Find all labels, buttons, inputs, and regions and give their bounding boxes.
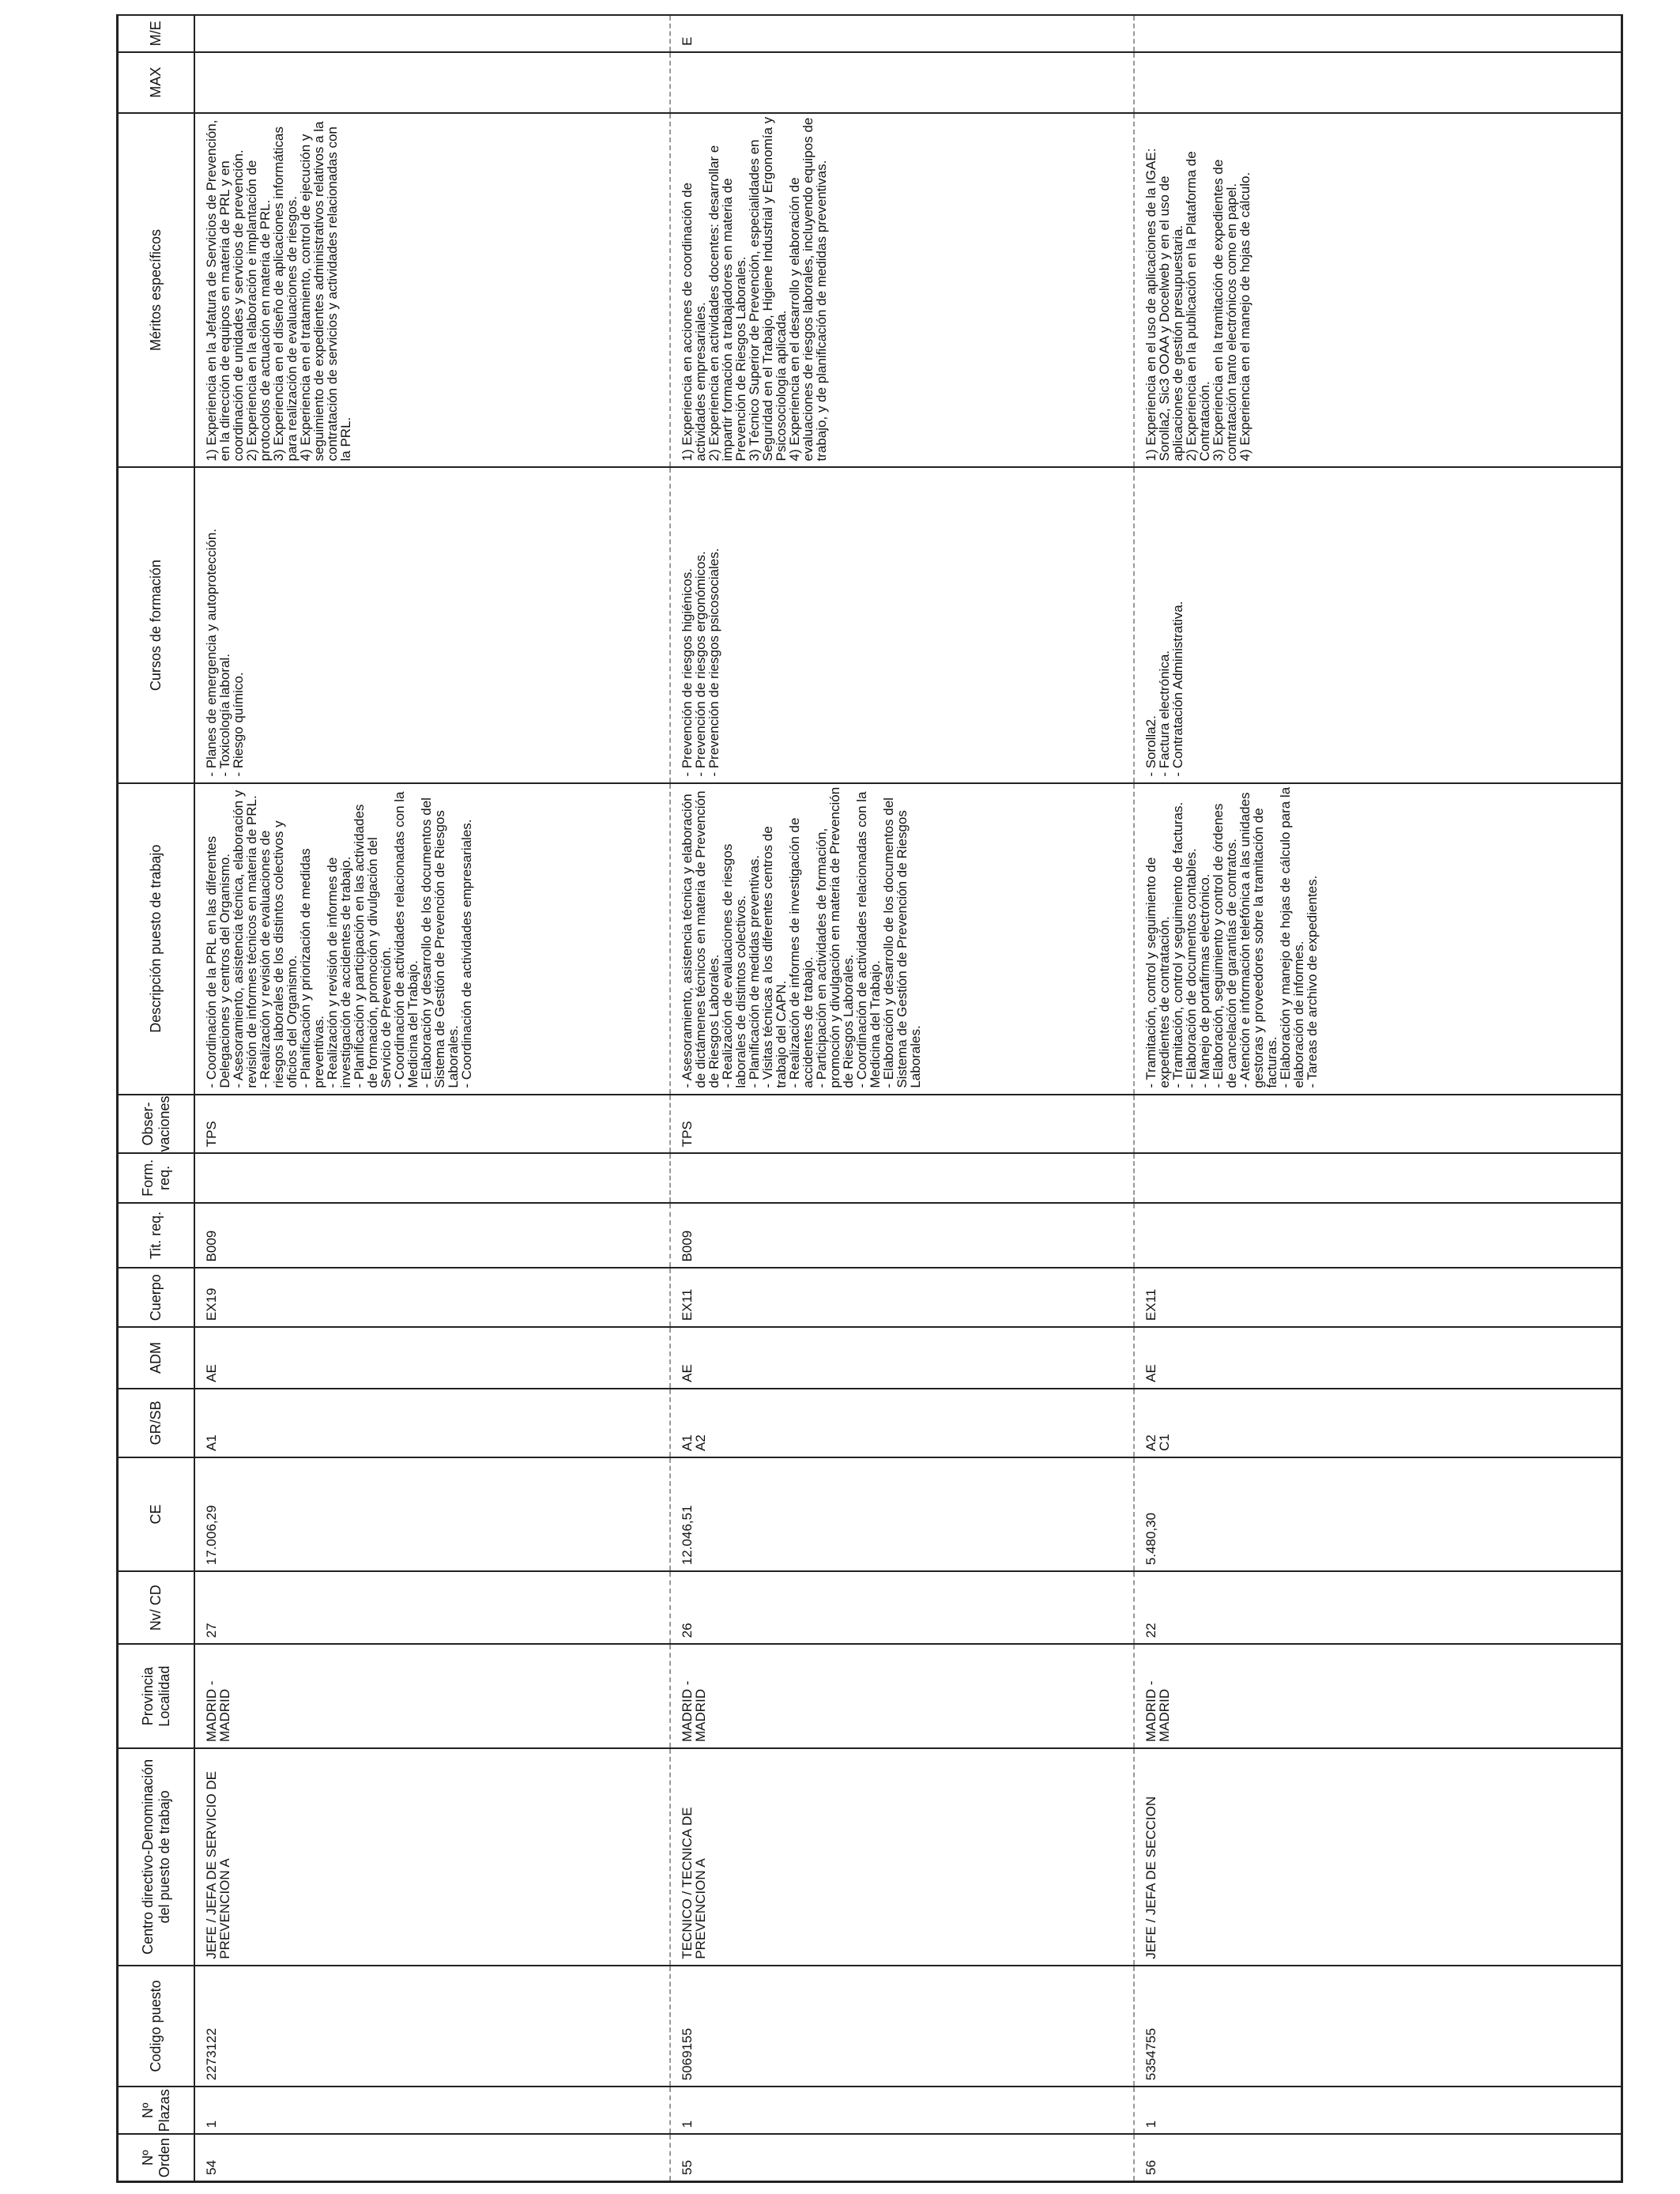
cell-grupo: A2 C1: [1134, 1389, 1622, 1457]
cell-plazas: 1: [1134, 2087, 1622, 2134]
cell-ce: 5.480,30: [1134, 1457, 1622, 1571]
cell-nivel: 22: [1134, 1571, 1622, 1644]
cell-nivel: 26: [670, 1571, 1134, 1644]
header-ce: CE: [118, 1457, 195, 1571]
header-cuerpo: Cuerpo: [118, 1268, 195, 1327]
header-orden: Nº Orden: [118, 2134, 195, 2181]
header-meritos: Méritos específicos: [118, 113, 195, 468]
cell-meritos: 1) Experiencia en la Jefatura de Servicios de Prevención, en la dirección de equipos en materia de PRL y en coordinación de unidades y servicios de prevención. 2) Experiencia en la elaboración e implantación de protocolos de actuación en materia de PRL. 3) Experiencia en el diseño de aplicaciones informáticas para realización de evaluaciones de riesgos. 4) Experiencia en el tratamiento, control de ejecución y seguimiento de expedientes administrativos relativos a la contratación de servicios y actividades relacionadas con la PRL.: [194, 113, 670, 468]
cell-max: [1134, 52, 1622, 113]
cell-observaciones: TPS: [670, 1095, 1134, 1154]
cell-codigo: 5354755: [1134, 1966, 1622, 2087]
cell-cursos: - Planes de emergencia y autoprotección. - Toxicología laboral. - Riesgo químico.: [194, 467, 670, 782]
cell-formacion: [194, 1153, 670, 1202]
header-adm: ADM: [118, 1327, 195, 1389]
header-provincia: Provincia Localidad: [118, 1644, 195, 1748]
cell-titulacion: [1134, 1203, 1622, 1269]
cell-descripcion: - Coordinación de la PRL en las diferentes Delegaciones y centros del Organismo. - Asesoramiento, asistencia técnica, elaboración y revisión de informes técnicos en materia de PRL. - Realización y revisión de evaluaciones de riesgos laborales de los distintos colectivos y oficios del Organismo. - Planificación y priorización de medidas preventivas. - Realización y revisión de informes de investigación de accidentes de trabajo. - Planificación y participación en las actividades de formación, promoción y divulgación del Servicio de Prevención. - Coordinación de actividades relacionadas con la Medicina del Trabajo. - Elaboración y desarrollo de los documentos del Sistema de Gestión de Prevención de Riesgos Laborales. - Coordinación de actividades empresariales.: [194, 783, 670, 1095]
cell-me: [194, 15, 670, 52]
header-max: MAX: [118, 52, 195, 113]
table-row: [194, 15, 670, 2182]
header-plazas: Nº Plazas: [118, 2087, 195, 2134]
cell-codigo: 2273122: [194, 1966, 670, 2087]
cell-orden: 54: [194, 2134, 670, 2181]
cell-grupo: A1: [194, 1389, 670, 1457]
cell-descripcion: - Tramitación, control y seguimiento de expedientes de contratación. - Tramitación, control y seguimiento de facturas. - Elaboración de documentos contables. - Manejo de portafirmas electrónico. - Elaboración, seguimiento y control de órdenes de cancelación de garantías de contratos. - Atención e información telefónica a las unidades gestoras y proveedores sobre la tramitación de facturas. - Elaboración y manejo de hojas de cálculo para la elaboración de informes. - Tareas de archivo de expedientes.: [1134, 783, 1622, 1095]
header-titulacion: Tit. req.: [118, 1203, 195, 1269]
header-me: M/E: [118, 15, 195, 52]
cell-formacion: [670, 1153, 1134, 1202]
header-descripcion: Descripción puesto de trabajo: [118, 783, 195, 1095]
cell-cursos: - Sorolla2. - Factura electrónica. - Contratación Administrativa.: [1134, 467, 1622, 782]
cell-nivel: 27: [194, 1571, 670, 1644]
header-centro: Centro directivo-Denominación del puesto de trabajo: [118, 1748, 195, 1966]
header-grupo: GR/SB: [118, 1389, 195, 1457]
cell-descripcion: - Asesoramiento, asistencia técnica y elaboración de dictámenes técnicos en materia de Prevención de Riesgos Laborales. - Realización de evaluaciones de riesgos laborales de distintos colectivos. - Planificación de medidas preventivas. - Visitas técnicas a los diferentes centros de trabajo del CAPN. - Realización de informes de investigación de accidentes de trabajo. - Participación en actividades de formación, promoción y divulgación en materia de Prevención de Riesgos Laborales. - Coordinación de actividades relacionadas con la Medicina del Trabajo. - Elaboración y desarrollo de los documentos del Sistema de Gestión de Prevención de Riesgos Laborales.: [670, 783, 1134, 1095]
cell-orden: 55: [670, 2134, 1134, 2181]
cell-cursos: - Prevención de riesgos higiénicos. - Prevención de riesgos ergonómicos. - Prevención de riesgos psicosociales.: [670, 467, 1134, 782]
rotated-page: [116, 14, 1670, 2183]
cell-centro: TECNICO / TECNICA DE PREVENCION A: [670, 1748, 1134, 1966]
cell-codigo: 5069155: [670, 1966, 1134, 2087]
cell-meritos: 1) Experiencia en acciones de coordinación de actividades empresariales. 2) Experiencia en actividades docentes: desarrollar e impartir formación a trabajadores en materia de Prevención de Riesgos Laborales. 3) Técnico Superior de Prevención, especialidades en Seguridad en el Trabajo, Higiene Industrial y Ergonomía y Psicosociología aplicada. 4) Experiencia en el desarrollo y elaboración de evaluaciones de riesgos laborales, incluyendo equipos de trabajo, y de planificación de medidas preventivas.: [670, 113, 1134, 468]
cell-adm: AE: [1134, 1327, 1622, 1389]
table-row: [670, 15, 1134, 2182]
cell-cuerpo: EX11: [670, 1268, 1134, 1327]
cell-provincia: MADRID - MADRID: [194, 1644, 670, 1748]
header-codigo: Codigo puesto: [118, 1966, 195, 2087]
cell-formacion: [1134, 1153, 1622, 1202]
cell-observaciones: TPS: [194, 1095, 670, 1154]
header-cursos: Cursos de formación: [118, 467, 195, 782]
header-observaciones: Obser-vaciones: [118, 1095, 195, 1154]
header-nivel: Nv/ CD: [118, 1571, 195, 1644]
header-row: [118, 15, 195, 2182]
cell-provincia: MADRID - MADRID: [670, 1644, 1134, 1748]
cell-adm: AE: [194, 1327, 670, 1389]
cell-meritos: 1) Experiencia en el uso de aplicaciones de la IGAE: Sorolla2, Sic3 OOAA y Docelweb y en el uso de aplicaciones de gestión presupuestaria. 2) Experiencia en la publicación en la Plataforma de Contratación. 3) Experiencia en la tramitación de expedientes de contratación tanto electrónicos como en papel. 4) Experiencia en el manejo de hojas de cálculo.: [1134, 113, 1622, 468]
cell-centro: JEFE / JEFA DE SECCION: [1134, 1748, 1622, 1966]
cell-me: E: [670, 15, 1134, 52]
header-formacion: Form. req.: [118, 1153, 195, 1202]
cell-cuerpo: EX11: [1134, 1268, 1622, 1327]
cell-max: [194, 52, 670, 113]
cell-titulacion: B009: [194, 1203, 670, 1269]
job-positions-table: [116, 14, 1623, 2183]
cell-plazas: 1: [194, 2087, 670, 2134]
cell-me: [1134, 15, 1622, 52]
cell-ce: 12.046,51: [670, 1457, 1134, 1571]
cell-adm: AE: [670, 1327, 1134, 1389]
cell-max: [670, 52, 1134, 113]
cell-orden: 56: [1134, 2134, 1622, 2181]
cell-observaciones: [1134, 1095, 1622, 1154]
cell-provincia: MADRID - MADRID: [1134, 1644, 1622, 1748]
cell-ce: 17.006,29: [194, 1457, 670, 1571]
cell-cuerpo: EX19: [194, 1268, 670, 1327]
cell-titulacion: B009: [670, 1203, 1134, 1269]
cell-plazas: 1: [670, 2087, 1134, 2134]
table-row: [1134, 15, 1622, 2182]
cell-centro: JEFE / JEFA DE SERVICIO DE PREVENCION A: [194, 1748, 670, 1966]
cell-grupo: A1 A2: [670, 1389, 1134, 1457]
